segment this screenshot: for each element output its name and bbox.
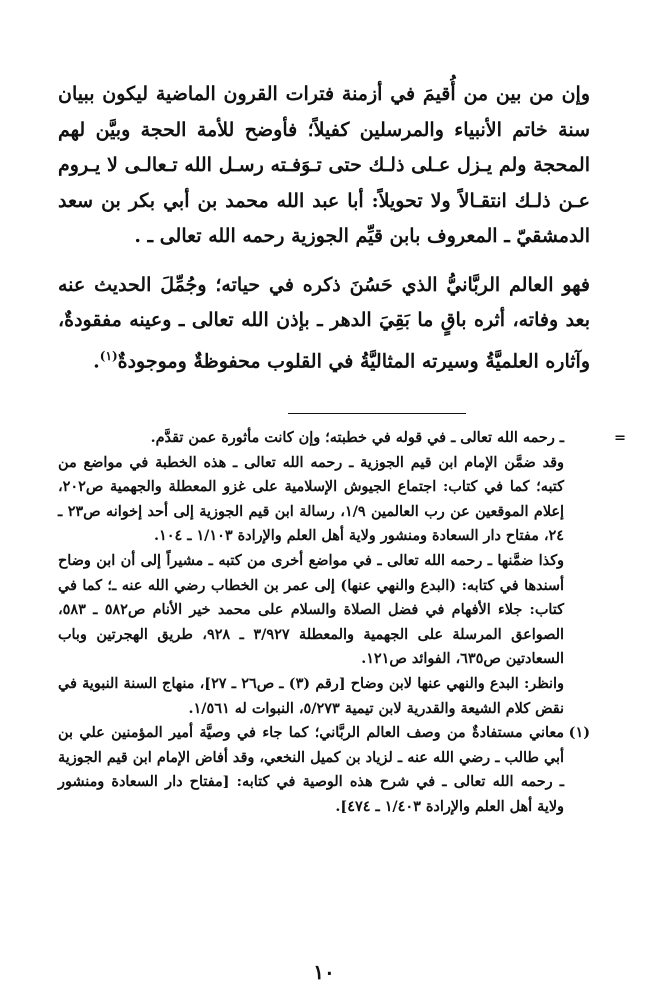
footnote-continuation-3: وكذا ضمَّنها ـ رحمه الله تعالى ـ في مواضع أخرى من كتبه ـ مشيراً إلى أن ابن وضاح أسندها في كتابه: (البدع والنهي عنها) إلى عمر بن الخطاب رضي الله عنه ـ؛ كما في كتاب: جلاء الأفهام في فضل الصلاة والسلام على محمد خير الأنام ص٥٨٢ ـ ٥٨٣، الصواعق المرسلة على الجهمية والمعطلة ٣/٩٢٧ ـ ٩٢٨، طريق الهجرتين وباب السعادتين ص٦٣٥، الفوائد ص١٢١. bbox=[58, 551, 564, 668]
footnote-reference: (١) bbox=[99, 348, 118, 363]
footnote-continuation-1 bbox=[58, 426, 626, 451]
main-paragraph-2-text: فهو العالم الربَّانيُّ الذي حَسُنَ ذكره في حياته؛ وجُمِّلَ الحديث عنه بعد وفاته، أثره باقٍ ما بَقِيَ الدهر ـ بإذن الله تعالى ـ وعينه مفقودةٌ، وآثاره العلميَّةُ وسيرته المثاليَّةُ في القلوب محفوظةٌ وموجودةٌ bbox=[58, 273, 590, 372]
footnote-continuation-1-text: ـ رحمه الله تعالى ـ في قوله في خطبته؛ وإن كانت مأثورة عمن تقدَّم. bbox=[150, 429, 564, 446]
footnote-1 bbox=[58, 721, 590, 819]
main-paragraph-2: فهو العالم الربَّانيُّ الذي حَسُنَ ذكره في حياته؛ وجُمِّلَ الحديث عنه بعد وفاته، أثره باقٍ ما بَقِيَ الدهر ـ بإذن الله تعالى ـ وعينه مفقودةٌ، وآثاره العلميَّةُ وسيرته المثاليَّةُ في القلوب محفوظةٌ وموجودةٌ$^{(١)}$. bbox=[58, 273, 590, 372]
main-paragraph-1: وإن من بين من أُقيمَ في أزمنة فترات القرون الماضية ليكون ببيان سنة خاتم الأنبياء والمرسلين كفيلاً؛ فأوضح للأمة الحجة وبيَّن لهم المحجة ولم يـزل عـلى ذلـك حتى تـوَفـته رسـل الله تـعالـى لا يـروم عـن ذلـك انتقـالاً ولا تحويلاً: أبا عبد الله محمد بن أبي بكر بن سعد الدمشقيّ ـ المعروف بابن قيِّم الجوزية رحمه الله تعالى ـ . bbox=[58, 83, 590, 247]
page-body bbox=[58, 60, 626, 984]
page-number: ١٠ bbox=[313, 960, 335, 984]
footnote-1-text: معاني مستفادةٌ من وصف العالم الربَّاني؛ كما جاء في وصيَّة أمير المؤمنين علي بن أبي طالب ـ رضي الله عنه ـ لزياد بن كميل النخعي، وقد أفاض الإمام ابن قيم الجوزية ـ رحمه الله تعالى ـ في شرح هذه الوصية في كتابه: [مفتاح دار السعادة ومنشور ولاية أهل العلم والإرادة ١/٤٠٣ ـ ٤٧٤]. bbox=[58, 724, 564, 815]
footnotes bbox=[58, 426, 626, 820]
footnote-continuation-4: وانظر: البدع والنهي عنها لابن وضاح [رقم (٣) ـ ص٢٦ ـ ٢٧]، منهاج السنة النبوية في نقض كلام الشيعة والقدرية لابن تيمية ٥/٢٧٣، النبوات له ١/٥٦١. bbox=[58, 674, 564, 717]
footnote-continuation-2: وقد ضمَّن الإمام ابن قيم الجوزية ـ رحمه الله تعالى ـ هذه الخطبة في مواضع من كتبه؛ كما في كتاب: اجتماع الجيوش الإسلامية على غزو المعطلة والجهمية ص٢٠٢، إعلام الموقعين عن رب العالمين ١/٩، رسالة ابن قيم الجوزية إلى أحد إخوانه ص٢٣ ـ ٢٤، مفتاح دار السعادة ومنشور ولاية أهل العلم والإرادة ١/١٠٣ ـ ١٠٤. bbox=[58, 453, 564, 545]
footnote-separator bbox=[288, 413, 466, 414]
footnote-1-number: (١) bbox=[568, 724, 590, 742]
continuation-marker: = bbox=[613, 429, 626, 446]
